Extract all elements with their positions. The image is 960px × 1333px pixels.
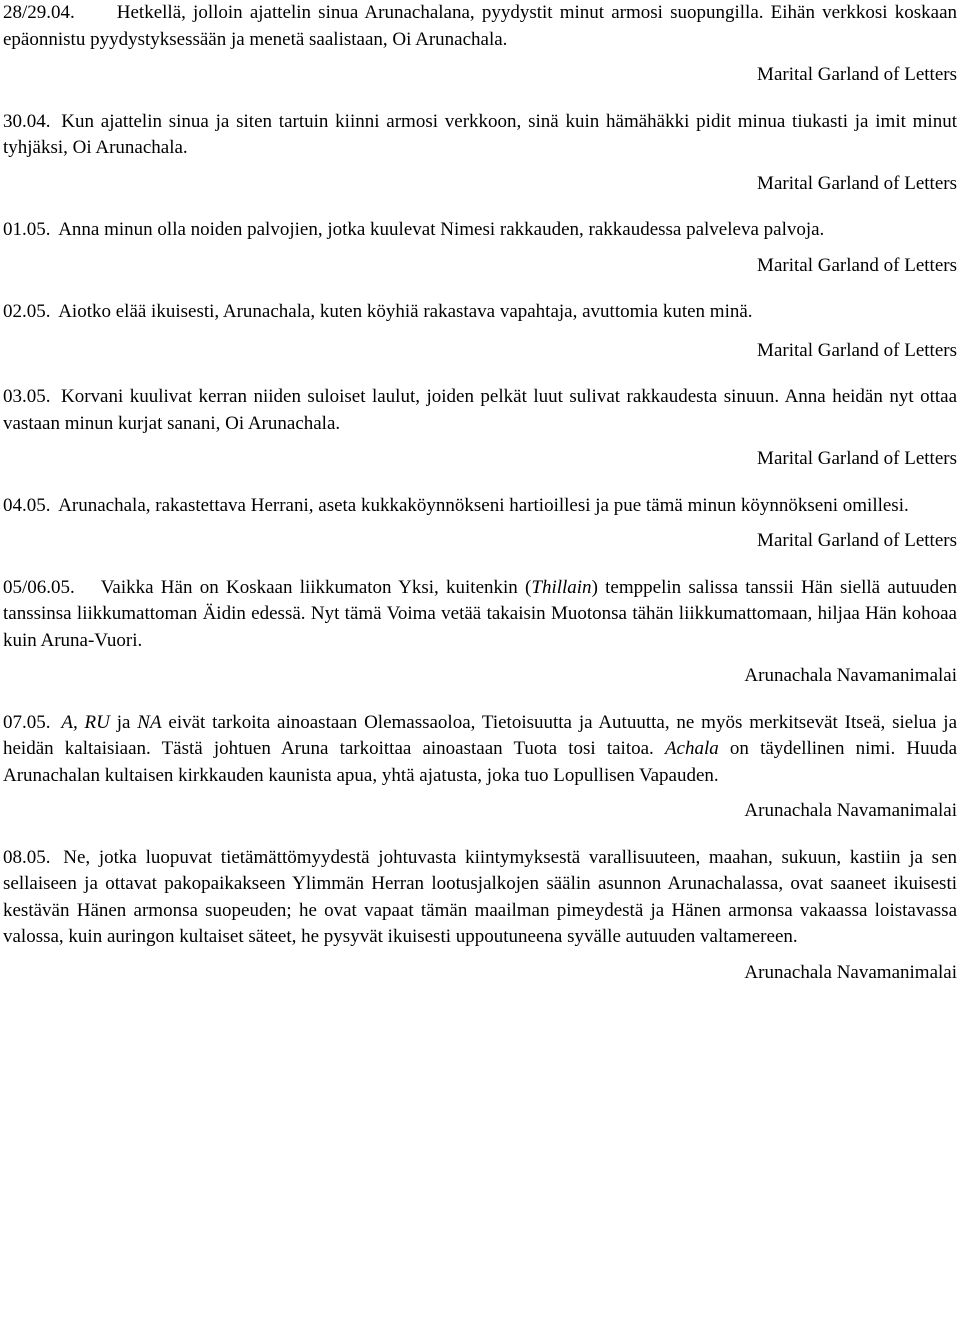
entry-date: 02.05. [3,301,51,322]
entry-text: Kun ajattelin sinua ja siten tartuin kiinni armosi verkkoon, sinä kuin hämähäkki pidit minua tiukasti ja imit minut tyhjäksi, Oi Arunachala. [3,110,957,158]
entry-source: Arunachala Navamanimalai [744,800,957,821]
entry-30-04 [3,109,957,162]
entry-source: Marital Garland of Letters [757,64,957,85]
entry-italic-term: Thillain [531,576,592,598]
entry-date: 30.04. [3,110,51,132]
entry-07-05 [3,710,957,790]
entry-text: Aiotko elää ikuisesti, Arunachala, kuten köyhiä rakastava vapahtaja, avuttomia kuten minä. [58,301,753,322]
entry-date: 01.05. [3,219,51,240]
entry-date: 28/29.04. [3,2,75,23]
entry-text-a: ja [109,711,138,733]
entry-date: 03.05. [3,386,51,407]
entry-source: Marital Garland of Letters [757,172,957,194]
entry-text: Ne, jotka luopuvat tietämättömyydestä johtuvasta kiintymyksestä varallisuuteen, maahan, sukuun, kastiin ja sen sellaiseen ja ottavat pakopaikakseen Ylimmän Herran lootusjalkojen säälin asunnon Arunachalassa, ovat saaneet ikuisesti kestävän Hänen armonsa suopeuden; he ovat vapaat tämän maailman pimeydestä ja Hänen armonsa vakaassa loistavassa valossa, kuin auringon kultaiset säteet, he pysyvät ikuisesti uppoutuneena syvälle autuuden valtamereen. [3,846,957,947]
document-page [3,0,957,986]
entry-01-05 [3,217,957,244]
entry-italic-term: Achala [664,738,719,759]
entry-05-06-05 [3,575,957,655]
entry-text-b: eivät tarkoita ainoastaan Olemassaoloa, Tietoisuutta ja Autuutta, ne myös merkitsevät Itseä, sielua ja heidän kaltaisiaan. Tästä johtuen Aruna tarkoittaa ainoastaan Tuota tosi taitoa. [3,711,958,759]
entry-04-05 [3,493,957,520]
entry-date: 05/06.05. [3,576,75,598]
entry-text-a: Vaikka Hän on Koskaan liikkumaton Yksi, kuitenkin ( [100,576,532,598]
entry-text-b: ) temppelin salissa tanssii Hän siellä autuuden tanssinsa liikkumattoman Äidin edessä. Nyt tämä Voima vetää takaisin Muotonsa tähän liikkumattomaan, hiljaa Hän kohoaa kuin Aruna-Vuori. [3,576,957,651]
entry-source: Marital Garland of Letters [757,530,957,551]
entry-source: Arunachala Navamanimalai [744,961,957,983]
entry-02-05 [3,299,957,326]
entry-03-05 [3,384,957,437]
entry-text: Korvani kuulivat kerran niiden suloiset laulut, joiden pelkät luut sulivat rakkaudesta sinuun. Anna heidän nyt ottaa vastaan minun kurjat sanani, Oi Arunachala. [3,386,957,434]
entry-date: 08.05. [3,846,51,868]
entry-source: Marital Garland of Letters [757,448,957,469]
entry-text-c: on täydellinen nimi. Huuda Arunachalan kultaisen kirkkauden kaunista apua, yhtä ajatusta, joka tuo Lopullisen Vapauden. [3,738,958,786]
entry-source: Arunachala Navamanimalai [744,665,957,686]
entry-date: 07.05. [3,711,51,733]
entry-08-05 [3,845,957,951]
entry-source: Marital Garland of Letters [757,254,957,276]
entry-italic-term: NA [137,711,162,733]
entry-date: 04.05. [3,494,51,516]
entry-source: Marital Garland of Letters [757,339,957,361]
entry-28-29-04 [3,0,957,53]
entry-text: Anna minun olla noiden palvojien, jotka kuulevat Nimesi rakkauden, rakkaudessa palveleva palvoja. [58,219,825,240]
entry-text: Hetkellä, jolloin ajattelin sinua Arunachalana, pyydystit minut armosi suopungilla. Eihän verkkosi koskaan epäonnistu pyydystyksessään ja menetä saalistaan, Oi Arunachala. [3,2,957,50]
entry-text: Arunachala, rakastettava Herrani, aseta kukkaköynnökseni hartioillesi ja pue tämä minun köynnökseni omillesi. [58,494,909,516]
entry-italic-term: A, RU [61,711,110,733]
